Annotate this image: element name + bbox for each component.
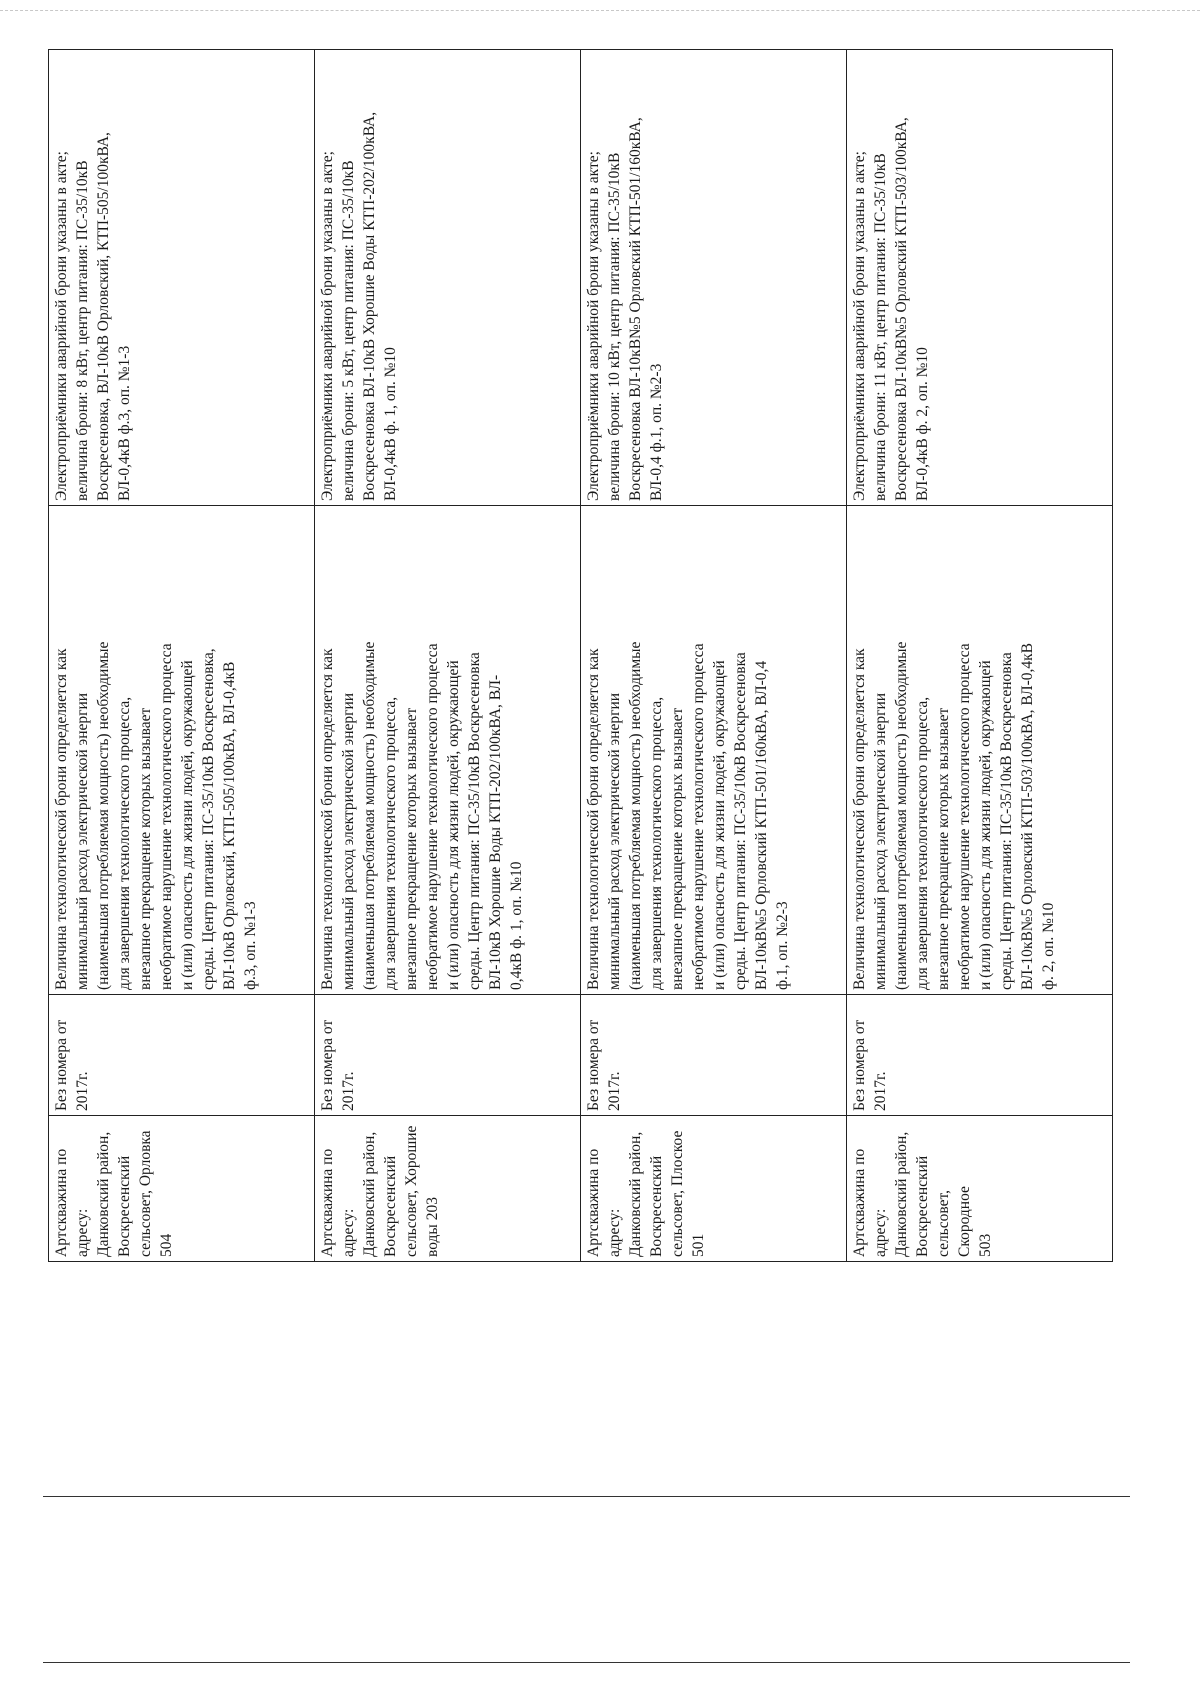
object-address-cell xyxy=(49,1116,315,1262)
emergency-reserve-cell xyxy=(49,50,315,506)
act-number-text: Без номера от 2017г. xyxy=(585,1019,623,1111)
table-row xyxy=(315,50,581,1262)
object-address-cell xyxy=(847,1116,1113,1262)
object-address-text: Артскважина по адресу: Данковский район, Воскресенский сельсовет, Скородное 503 xyxy=(851,1131,994,1257)
emergency-reserve-cell xyxy=(847,50,1113,506)
technological-reserve-text: Величина технологической брони определяется как минимальный расход электрической энергии (наименьшая потребляемая мощность) необходимые для завершения технологического процесса, внезапное прекращение которых вызывает необратимое нарушение технологического процесса и (или) опасность для жизни людей, окружающей среды. Центр питания: ПС-35/10кВ Воскресеновка, ВЛ-10кВ Орловский, КТП-505/100кВА, ВЛ-0,4кВ ф.3, оп. №1-3 xyxy=(53,641,259,990)
technological-reserve-cell xyxy=(847,506,1113,995)
emergency-reserve-text: Электроприёмники аварийной брони указаны в акте; величина брони: 10 кВт, центр питания: ПС-35/10кВ Воскресеновка ВЛ-10кВ№5 Орловский КТП-501/160кВА, ВЛ-0,4 ф.1, оп. №2-3 xyxy=(585,117,665,501)
object-address-text: Артскважина по адресу: Данковский район, Воскресенский сельсовет, Плоское 501 xyxy=(585,1130,707,1257)
technological-reserve-text: Величина технологической брони определяется как минимальный расход электрической энергии (наименьшая потребляемая мощность) необходимые для завершения технологического процесса, внезапное прекращение которых вызывает необратимое нарушение технологического процесса и (или) опасность для жизни людей, окружающей среды. Центр питания: ПС-35/10кВ Воскресеновка ВЛ-10кВ№5 Орловский КТП-503/100кВА, ВЛ-0,4кВ ф. 2, оп. №10 xyxy=(851,641,1057,990)
object-address-cell xyxy=(315,1116,581,1262)
act-number-cell xyxy=(315,995,581,1116)
technological-reserve-cell xyxy=(315,506,581,995)
table-row xyxy=(847,50,1113,1262)
rotated-table-container xyxy=(48,50,1128,1262)
signature-line xyxy=(43,1496,1130,1497)
act-number-text: Без номера от 2017г. xyxy=(319,1019,357,1111)
object-address-text: Артскважина по адресу: Данковский район, Воскресенский сельсовет, Хорошие воды 203 xyxy=(319,1125,441,1257)
technological-reserve-text: Величина технологической брони определяется как минимальный расход электрической энергии (наименьшая потребляемая мощность) необходимые для завершения технологического процесса, внезапное прекращение которых вызывает необратимое нарушение технологического процесса и (или) опасность для жизни людей, окружающей среды. Центр питания: ПС-35/10кВ Воскресеновка ВЛ-10кВ№5 Орловский КТП-501/160кВА, ВЛ-0,4 ф.1, оп. №2-3 xyxy=(585,641,791,990)
act-number-cell xyxy=(847,995,1113,1116)
emergency-reserve-text: Электроприёмники аварийной брони указаны в акте; величина брони: 11 кВт, центр питания: ПС-35/10кВ Воскресеновка ВЛ-10кВ№5 Орловский КТП-503/100кВА, ВЛ-0,4кВ ф. 2, оп. №10 xyxy=(851,117,931,501)
act-number-cell xyxy=(581,995,847,1116)
act-number-cell xyxy=(49,995,315,1116)
object-address-cell xyxy=(581,1116,847,1262)
emergency-reserve-cell xyxy=(315,50,581,506)
emergency-reserve-cell xyxy=(581,50,847,506)
technological-reserve-text: Величина технологической брони определяется как минимальный расход электрической энергии (наименьшая потребляемая мощность) необходимые для завершения технологического процесса, внезапное прекращение которых вызывает необратимое нарушение технологического процесса и (или) опасность для жизни людей, окружающей среды. Центр питания: ПС-35/10кВ Воскресеновка ВЛ-10кВ Хорошие Воды КТП-202/100кВА, ВЛ- 0,4кВ ф. 1, оп. №10 xyxy=(319,641,525,990)
scan-edge-line xyxy=(0,10,1200,11)
table-row xyxy=(49,50,315,1262)
act-number-text: Без номера от 2017г. xyxy=(53,1019,91,1111)
emergency-reserve-text: Электроприёмники аварийной брони указаны в акте; величина брони: 8 кВт, центр питания: ПС-35/10кВ Воскресеновка, ВЛ-10кВ Орловский, КТП-505/100кВА, ВЛ-0,4кВ ф.3, оп. №1-3 xyxy=(53,132,133,501)
act-number-text: Без номера от 2017г. xyxy=(851,1019,889,1111)
technological-reserve-cell xyxy=(49,506,315,995)
signature-line xyxy=(43,1662,1130,1663)
rotated-table-region xyxy=(48,50,1128,1262)
table-row xyxy=(581,50,847,1262)
reservation-table xyxy=(48,49,1113,1262)
object-address-text: Артскважина по адресу: Данковский район, Воскресенский сельсовет, Орловка 504 xyxy=(53,1130,175,1257)
technological-reserve-cell xyxy=(581,506,847,995)
emergency-reserve-text: Электроприёмники аварийной брони указаны в акте; величина брони: 5 кВт, центр питания: ПС-35/10кВ Воскресеновка ВЛ-10кВ Хорошие Воды КТП-202/100кВА, ВЛ-0,4кВ ф. 1, оп. №10 xyxy=(319,111,399,501)
